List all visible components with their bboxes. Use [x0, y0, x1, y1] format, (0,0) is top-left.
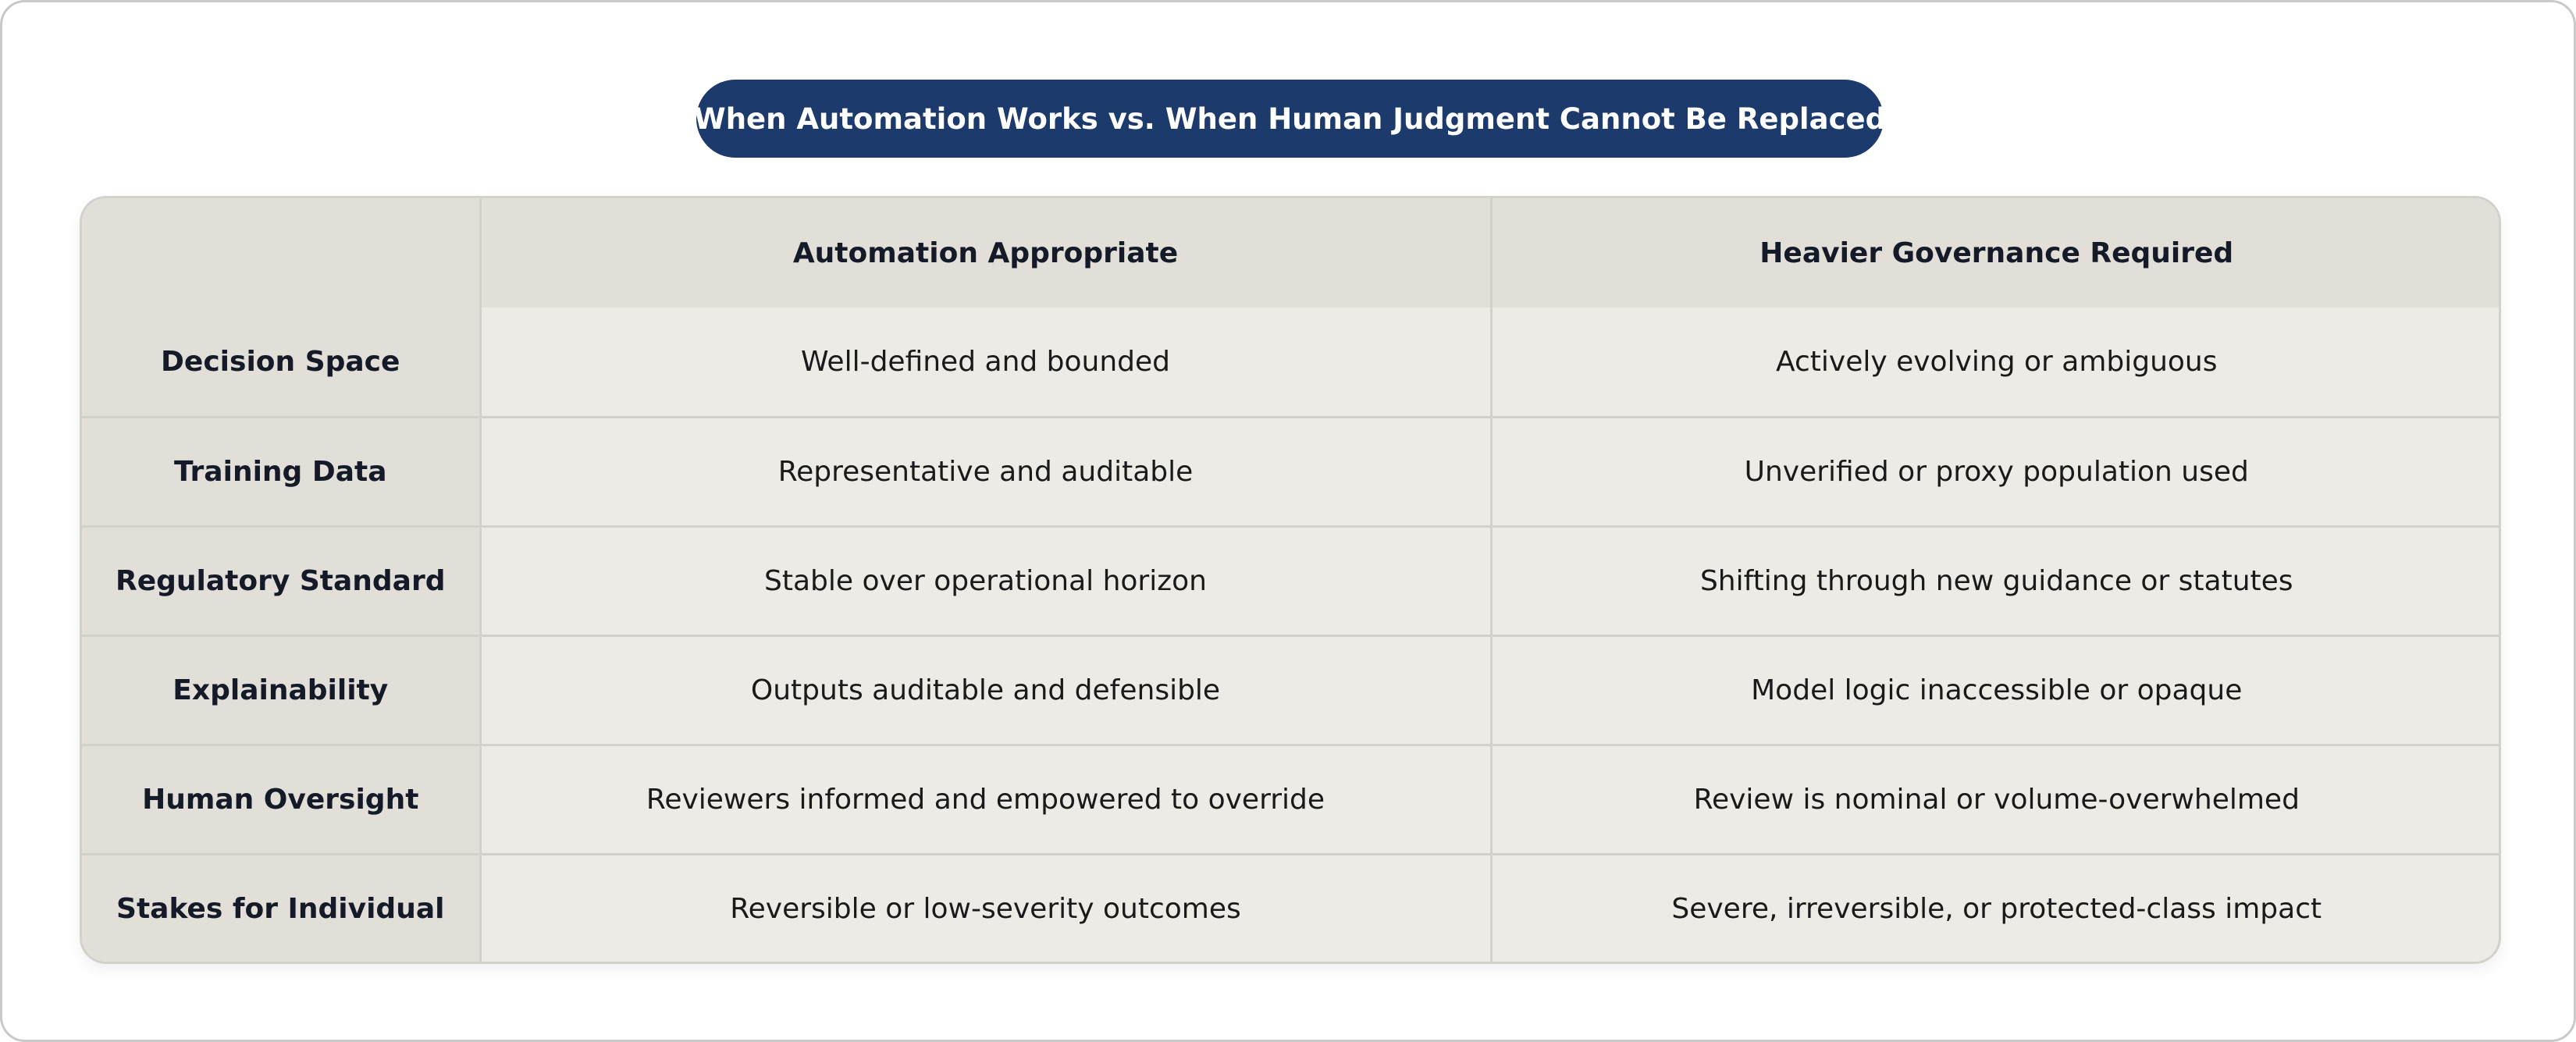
column-header-automation: Automation Appropriate [480, 198, 1491, 308]
row-label: Stakes for Individual [82, 854, 480, 963]
comparison-table [82, 198, 2501, 963]
table-row [82, 854, 2501, 963]
governance-cell: Shifting through new guidance or statutes [1491, 526, 2501, 635]
governance-cell: Unverified or proxy population used [1491, 417, 2501, 526]
automation-cell: Outputs auditable and defensible [480, 635, 1491, 745]
table-row [82, 526, 2501, 635]
page-title: When Automation Works vs. When Human Judgment Cannot Be Replaced [696, 80, 1884, 158]
governance-cell: Severe, irreversible, or protected-class impact [1491, 854, 2501, 963]
row-label: Regulatory Standard [82, 526, 480, 635]
row-label: Human Oversight [82, 745, 480, 854]
table-row [82, 308, 2501, 417]
table-header-row [82, 198, 2501, 308]
automation-cell: Reviewers informed and empowered to override [480, 745, 1491, 854]
comparison-table-container [80, 196, 2501, 964]
column-header-governance: Heavier Governance Required [1491, 198, 2501, 308]
governance-cell: Review is nominal or volume-overwhelmed [1491, 745, 2501, 854]
automation-cell: Stable over operational horizon [480, 526, 1491, 635]
row-label: Explainability [82, 635, 480, 745]
row-label: Decision Space [82, 308, 480, 417]
table-row [82, 745, 2501, 854]
governance-cell: Actively evolving or ambiguous [1491, 308, 2501, 417]
table-row [82, 417, 2501, 526]
automation-cell: Representative and auditable [480, 417, 1491, 526]
table-row [82, 635, 2501, 745]
automation-cell: Reversible or low-severity outcomes [480, 854, 1491, 963]
column-header-criteria [82, 198, 480, 308]
automation-cell: Well-defined and bounded [480, 308, 1491, 417]
governance-cell: Model logic inaccessible or opaque [1491, 635, 2501, 745]
row-label: Training Data [82, 417, 480, 526]
